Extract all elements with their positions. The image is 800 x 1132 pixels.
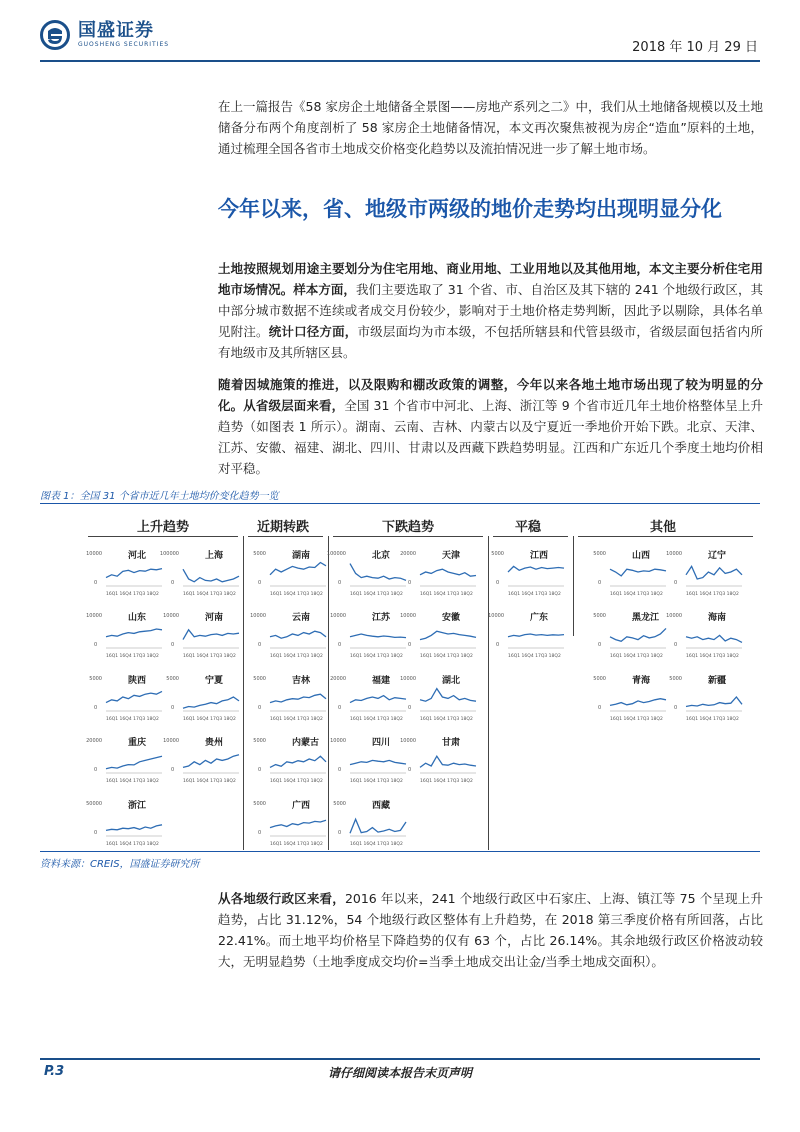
mini-chart-y-max: 100000	[326, 551, 346, 557]
province-trend-grid	[88, 510, 763, 850]
mini-chart-y-zero: 0	[598, 580, 602, 586]
mini-chart-y-max: 10000	[163, 613, 179, 619]
mini-chart-x-ticks: 16Q1 16Q4 17Q3 18Q2	[610, 654, 663, 659]
mini-chart-x-ticks: 16Q1 16Q4 17Q3 18Q2	[420, 654, 473, 659]
mini-chart	[669, 673, 750, 725]
mini-chart-x-ticks: 16Q1 16Q4 17Q3 18Q2	[686, 717, 739, 722]
mini-chart-plot	[420, 735, 480, 777]
column-divider	[573, 536, 574, 636]
mini-chart-series-line	[508, 634, 564, 637]
mini-chart-x-ticks: 16Q1 16Q4 17Q3 18Q2	[420, 717, 473, 722]
mini-chart-y-zero: 0	[338, 705, 342, 711]
mini-chart-y-zero: 0	[496, 642, 500, 648]
column-header-other: 其他	[649, 520, 676, 535]
mini-chart-y-max: 20000	[330, 676, 346, 682]
mini-chart-plot	[420, 673, 480, 715]
mini-chart-x-ticks: 16Q1 16Q4 17Q3 18Q2	[183, 717, 236, 722]
mini-chart-y-max: 5000	[593, 676, 606, 682]
mini-chart	[491, 548, 572, 600]
intro-paragraph: 在上一篇报告《58 家房企土地储备全景图——房地产系列之二》中，我们从土地储备规模以及土地储备分布两个角度剖析了 58 家房企土地储备情况，本文再次聚焦被视为房企“造血”原料的土地，通过梳理全国各省市土地成交价格变化趋势以及流拍情况进一步了解土地市场。	[218, 99, 763, 156]
mini-chart-x-ticks: 16Q1 16Q4 17Q3 18Q2	[686, 654, 739, 659]
mini-chart-y-zero: 0	[258, 705, 262, 711]
mini-chart-title: 江西	[530, 551, 549, 561]
mini-chart-title: 吉林	[292, 676, 311, 686]
mini-chart-y-zero: 0	[408, 705, 412, 711]
mini-chart-y-max: 5000	[89, 676, 102, 682]
mini-chart-x-ticks: 16Q1 16Q4 17Q3 18Q2	[106, 779, 159, 784]
mini-chart-title: 广东	[530, 613, 549, 623]
mini-chart-title: 山西	[632, 551, 651, 561]
mini-chart-title: 云南	[292, 613, 311, 623]
mini-chart-y-max: 5000	[166, 676, 179, 682]
mini-chart-plot	[508, 610, 568, 652]
mini-chart-y-zero: 0	[258, 580, 262, 586]
mini-chart-series-line	[106, 629, 162, 637]
disclaimer-notice: 请仔细阅读本报告末页声明	[327, 1066, 472, 1080]
page-number: P.3	[44, 1064, 65, 1079]
mini-chart-x-ticks: 16Q1 16Q4 17Q3 18Q2	[106, 654, 159, 659]
mini-chart-title: 黑龙江	[632, 613, 660, 623]
mini-chart-series-line	[420, 689, 476, 702]
mini-chart-plot	[686, 610, 746, 652]
mini-chart-y-zero: 0	[258, 642, 262, 648]
mini-chart-plot	[420, 548, 480, 590]
mini-chart	[400, 548, 484, 600]
mini-chart	[159, 548, 247, 600]
report-date: 2018 年 10 月 29 日	[632, 40, 758, 55]
mini-chart-y-zero: 0	[674, 580, 678, 586]
mini-chart-plot	[270, 798, 330, 840]
figure-bottom-rule	[40, 851, 760, 852]
mini-chart-y-zero: 0	[94, 767, 98, 773]
mini-chart-series-line	[270, 820, 326, 827]
mini-chart-series-line	[686, 635, 742, 642]
mini-chart-y-max: 5000	[253, 738, 266, 744]
mini-chart-y-zero: 0	[408, 580, 412, 586]
methodology-lead: 土地按照规划用途主要划分为住宅用地、商业用地、工业用地以及其他用地，本文主要分析住宅用地市场情况。样本方面，	[218, 261, 763, 297]
mini-chart-series-line	[270, 756, 326, 767]
mini-chart	[333, 798, 414, 850]
mini-chart-plot	[686, 673, 746, 715]
mini-chart-x-ticks: 16Q1 16Q4 17Q3 18Q2	[183, 592, 236, 597]
mini-chart-plot	[183, 548, 243, 590]
mini-chart-plot	[183, 610, 243, 652]
mini-chart-y-zero: 0	[496, 580, 500, 586]
mini-chart-title: 湖南	[292, 551, 311, 561]
mini-chart-series-line	[106, 756, 162, 769]
mini-chart-x-ticks: 16Q1 16Q4 17Q3 18Q2	[420, 779, 473, 784]
mini-chart-series-line	[183, 569, 239, 582]
mini-chart-series-line	[610, 699, 666, 706]
mini-chart-y-zero: 0	[338, 767, 342, 773]
mini-chart-title: 江苏	[372, 613, 391, 623]
company-name-cn: 国盛证券	[78, 20, 154, 41]
mini-chart-y-zero: 0	[598, 705, 602, 711]
mini-chart-title: 广西	[292, 801, 311, 811]
mini-chart	[488, 610, 572, 662]
mini-chart-title: 河南	[205, 613, 224, 623]
mini-chart-y-max: 5000	[669, 676, 682, 682]
prefecture-body: 2016 年以来，241 个地级行政区中石家庄、上海、镇江等 75 个呈现上升趋势，占比 31.12%，54 个地级行政区整体有上升趋势，在 2018 第三季度价格有所回落，占比 22.41%。而土地平均价格呈下降趋势的仅有 63 个，占比 26.14%。其余地级行政区价格波动较大，无明显趋势（土地季度成交均价=当季土地成交出让金/当季土地成交面积）。	[218, 891, 763, 969]
column-underline-stable	[493, 536, 568, 537]
mini-chart-y-max: 10000	[666, 613, 682, 619]
column-header-stable: 平稳	[514, 520, 541, 535]
mini-chart-x-ticks: 16Q1 16Q4 17Q3 18Q2	[350, 592, 403, 597]
mini-chart-y-max: 10000	[163, 738, 179, 744]
mini-chart-title: 福建	[372, 676, 391, 686]
mini-chart-x-ticks: 16Q1 16Q4 17Q3 18Q2	[106, 842, 159, 847]
column-header-falling: 下跌趋势	[381, 520, 434, 535]
mini-chart-x-ticks: 16Q1 16Q4 17Q3 18Q2	[270, 654, 323, 659]
mini-chart-y-max: 5000	[593, 613, 606, 619]
column-divider	[488, 536, 489, 850]
mini-chart-y-max: 5000	[593, 551, 606, 557]
mini-chart-y-zero: 0	[338, 580, 342, 586]
page-header	[0, 0, 800, 62]
mini-chart-y-max: 10000	[86, 551, 102, 557]
company-name-en: GUOSHENG SECURITIES	[78, 41, 170, 48]
mini-chart-x-ticks: 16Q1 16Q4 17Q3 18Q2	[350, 717, 403, 722]
mini-chart-series-line	[183, 697, 239, 708]
mini-chart-series-line	[420, 631, 476, 639]
mini-chart-plot	[106, 798, 166, 840]
paragraph-methodology	[218, 258, 763, 363]
mini-chart-title: 辽宁	[708, 551, 727, 561]
mini-chart-y-zero: 0	[258, 767, 262, 773]
methodology-body-2: 市级层面均为市本级，不包括所辖县和代管县级市，省级层面包括省内所有地级市及其所辖区县。	[218, 324, 763, 360]
mini-chart-y-zero: 0	[171, 580, 175, 586]
mini-chart-x-ticks: 16Q1 16Q4 17Q3 18Q2	[508, 592, 561, 597]
paragraph-provincial	[218, 374, 763, 479]
mini-chart-plot	[686, 548, 746, 590]
mini-chart-title: 海南	[708, 613, 727, 623]
mini-chart-title: 重庆	[128, 738, 147, 748]
mini-chart-y-zero: 0	[94, 830, 98, 836]
mini-chart-y-zero: 0	[674, 642, 678, 648]
mini-chart-y-max: 10000	[666, 551, 682, 557]
mini-chart-title: 甘肃	[442, 738, 461, 748]
mini-chart-series-line	[270, 631, 326, 638]
figure-caption: 图表 1：全国 31 个省市近几年土地均价变化趋势一览	[40, 491, 279, 502]
mini-chart-series-line	[350, 819, 406, 833]
provincial-body: 全国 31 个省市中河北、上海、浙江等 9 个省市近几年土地价格整体呈上升趋势（如图表 1 所示）。湖南、云南、吉林、内蒙古以及宁夏近一季地价开始下跌。北京、天津、江苏、安徽、福建、湖北、四川、甘肃以及西藏下跌趋势明显。江西和广东近几个季度土地均价相对平稳。	[218, 398, 763, 476]
mini-chart	[166, 673, 247, 725]
mini-chart-title: 安徽	[442, 613, 461, 623]
mini-chart-y-max: 100000	[159, 551, 179, 557]
mini-chart-y-max: 10000	[330, 738, 346, 744]
paragraph-prefecture	[218, 888, 763, 972]
figure-top-rule	[40, 503, 760, 504]
mini-chart-y-zero: 0	[171, 767, 175, 773]
mini-chart-x-ticks: 16Q1 16Q4 17Q3 18Q2	[270, 779, 323, 784]
mini-chart-title: 北京	[372, 551, 391, 561]
mini-chart-x-ticks: 16Q1 16Q4 17Q3 18Q2	[610, 717, 663, 722]
mini-chart-x-ticks: 16Q1 16Q4 17Q3 18Q2	[270, 717, 323, 722]
mini-chart-y-zero: 0	[171, 705, 175, 711]
mini-chart-series-line	[610, 569, 666, 576]
mini-chart-x-ticks: 16Q1 16Q4 17Q3 18Q2	[270, 842, 323, 847]
mini-chart-title: 新疆	[708, 676, 727, 686]
mini-chart-y-zero: 0	[171, 642, 175, 648]
prefecture-lead: 从各地级行政区来看，	[218, 891, 345, 906]
mini-chart-y-zero: 0	[94, 580, 98, 586]
provincial-lead: 随着因城施策的推进，以及限购和棚改政策的调整，今年以来各地土地市场出现了较为明显的分化。从省级层面来看，	[218, 377, 763, 413]
mini-chart-y-max: 5000	[491, 551, 504, 557]
mini-chart-title: 四川	[372, 738, 391, 748]
logo-icon	[40, 20, 70, 50]
mini-chart-y-max: 10000	[400, 676, 416, 682]
mini-chart-x-ticks: 16Q1 16Q4 17Q3 18Q2	[610, 592, 663, 597]
mini-chart-plot	[350, 798, 410, 840]
mini-chart-x-ticks: 16Q1 16Q4 17Q3 18Q2	[420, 592, 473, 597]
mini-chart-plot	[183, 673, 243, 715]
column-underline-other	[578, 536, 753, 537]
mini-chart-title: 陕西	[128, 676, 147, 686]
mini-chart-title: 上海	[205, 551, 224, 561]
mini-chart-y-max: 20000	[86, 738, 102, 744]
mini-chart-title: 西藏	[372, 801, 391, 811]
mini-chart-y-max: 5000	[253, 801, 266, 807]
mini-chart-x-ticks: 16Q1 16Q4 17Q3 18Q2	[183, 654, 236, 659]
mini-chart	[86, 798, 170, 850]
mini-chart-plot	[270, 673, 330, 715]
mini-chart-x-ticks: 16Q1 16Q4 17Q3 18Q2	[350, 654, 403, 659]
mini-chart-y-max: 10000	[86, 613, 102, 619]
mini-chart-title: 宁夏	[205, 676, 224, 686]
mini-chart	[666, 548, 750, 600]
mini-chart-plot	[183, 735, 243, 777]
mini-chart-series-line	[420, 569, 476, 576]
methodology-lead-2: 统计口径方面，	[268, 324, 358, 339]
mini-chart	[400, 673, 484, 725]
mini-chart-y-max: 5000	[253, 676, 266, 682]
mini-chart	[163, 735, 247, 787]
mini-chart-y-zero: 0	[408, 767, 412, 773]
mini-chart-y-zero: 0	[258, 830, 262, 836]
mini-chart-title: 湖北	[442, 676, 461, 686]
mini-chart	[400, 735, 484, 787]
mini-chart-y-zero: 0	[94, 642, 98, 648]
mini-chart-plot	[270, 548, 330, 590]
mini-chart	[666, 610, 750, 662]
mini-chart-series-line	[610, 628, 666, 641]
mini-chart-y-max: 20000	[400, 551, 416, 557]
mini-chart-y-max: 10000	[250, 613, 266, 619]
mini-chart-x-ticks: 16Q1 16Q4 17Q3 18Q2	[686, 592, 739, 597]
mini-chart-y-max: 10000	[400, 738, 416, 744]
mini-chart-series-line	[508, 566, 564, 572]
mini-chart-title: 山东	[128, 613, 147, 623]
mini-chart	[400, 610, 484, 662]
mini-chart-series-line	[350, 564, 406, 581]
mini-chart-title: 内蒙古	[292, 738, 320, 748]
mini-chart-title: 贵州	[205, 738, 224, 748]
company-logo	[40, 20, 169, 50]
column-underline-falling	[333, 536, 483, 537]
mini-chart-series-line	[350, 696, 406, 703]
mini-chart-x-ticks: 16Q1 16Q4 17Q3 18Q2	[508, 654, 561, 659]
mini-chart-series-line	[270, 563, 326, 575]
figure-source: 资料来源：CREIS，国盛证券研究所	[40, 859, 200, 870]
column-header-recent-drop: 近期转跌	[256, 520, 309, 535]
mini-chart-series-line	[686, 697, 742, 707]
mini-chart-title: 天津	[442, 551, 461, 561]
mini-chart-series-line	[420, 756, 476, 767]
mini-chart-y-zero: 0	[598, 642, 602, 648]
mini-chart-x-ticks: 16Q1 16Q4 17Q3 18Q2	[270, 592, 323, 597]
mini-chart-y-max: 50000	[86, 801, 102, 807]
mini-chart-y-zero: 0	[674, 705, 678, 711]
mini-chart-series-line	[106, 825, 162, 831]
footer-divider	[40, 1058, 760, 1060]
mini-chart-y-max: 10000	[330, 613, 346, 619]
mini-chart-y-zero: 0	[408, 642, 412, 648]
mini-chart-plot	[270, 610, 330, 652]
mini-chart-y-zero: 0	[338, 830, 342, 836]
column-underline-recent-drop	[248, 536, 323, 537]
mini-chart-title: 浙江	[128, 801, 147, 811]
mini-chart-series-line	[686, 566, 742, 579]
mini-chart-y-max: 5000	[333, 801, 346, 807]
header-divider	[40, 60, 760, 62]
mini-chart-y-max: 10000	[488, 613, 504, 619]
mini-chart-x-ticks: 16Q1 16Q4 17Q3 18Q2	[350, 842, 403, 847]
mini-chart-series-line	[106, 691, 162, 702]
mini-chart-series-line	[350, 634, 406, 638]
mini-chart-x-ticks: 16Q1 16Q4 17Q3 18Q2	[183, 779, 236, 784]
mini-chart-plot	[508, 548, 568, 590]
mini-chart-y-max: 10000	[400, 613, 416, 619]
mini-chart-series-line	[106, 569, 162, 578]
mini-chart-plot	[420, 610, 480, 652]
column-underline-rising	[88, 536, 238, 537]
section-title: 今年以来，省、地级市两级的地价走势均出现明显分化	[218, 196, 722, 221]
mini-chart-x-ticks: 16Q1 16Q4 17Q3 18Q2	[106, 592, 159, 597]
mini-chart-title: 青海	[632, 676, 651, 686]
mini-chart-y-zero: 0	[94, 705, 98, 711]
mini-chart	[163, 610, 247, 662]
mini-chart-y-zero: 0	[338, 642, 342, 648]
mini-chart-x-ticks: 16Q1 16Q4 17Q3 18Q2	[350, 779, 403, 784]
mini-chart-y-max: 5000	[253, 551, 266, 557]
mini-chart-series-line	[350, 760, 406, 764]
methodology-body-1: 我们主要选取了 31 个省、市、自治区及其下辖的 241 个地级行政区，其中部分城市数据不连续或者成交月份较少，影响对于土地价格走势判断，因此予以剔除，具体名单见附注。	[218, 282, 763, 339]
mini-chart-title: 河北	[128, 551, 147, 561]
mini-chart-plot	[270, 735, 330, 777]
mini-chart-series-line	[270, 694, 326, 702]
mini-chart-series-line	[183, 630, 239, 640]
mini-chart-series-line	[183, 755, 239, 768]
column-header-rising: 上升趋势	[136, 520, 189, 535]
mini-chart-x-ticks: 16Q1 16Q4 17Q3 18Q2	[106, 717, 159, 722]
